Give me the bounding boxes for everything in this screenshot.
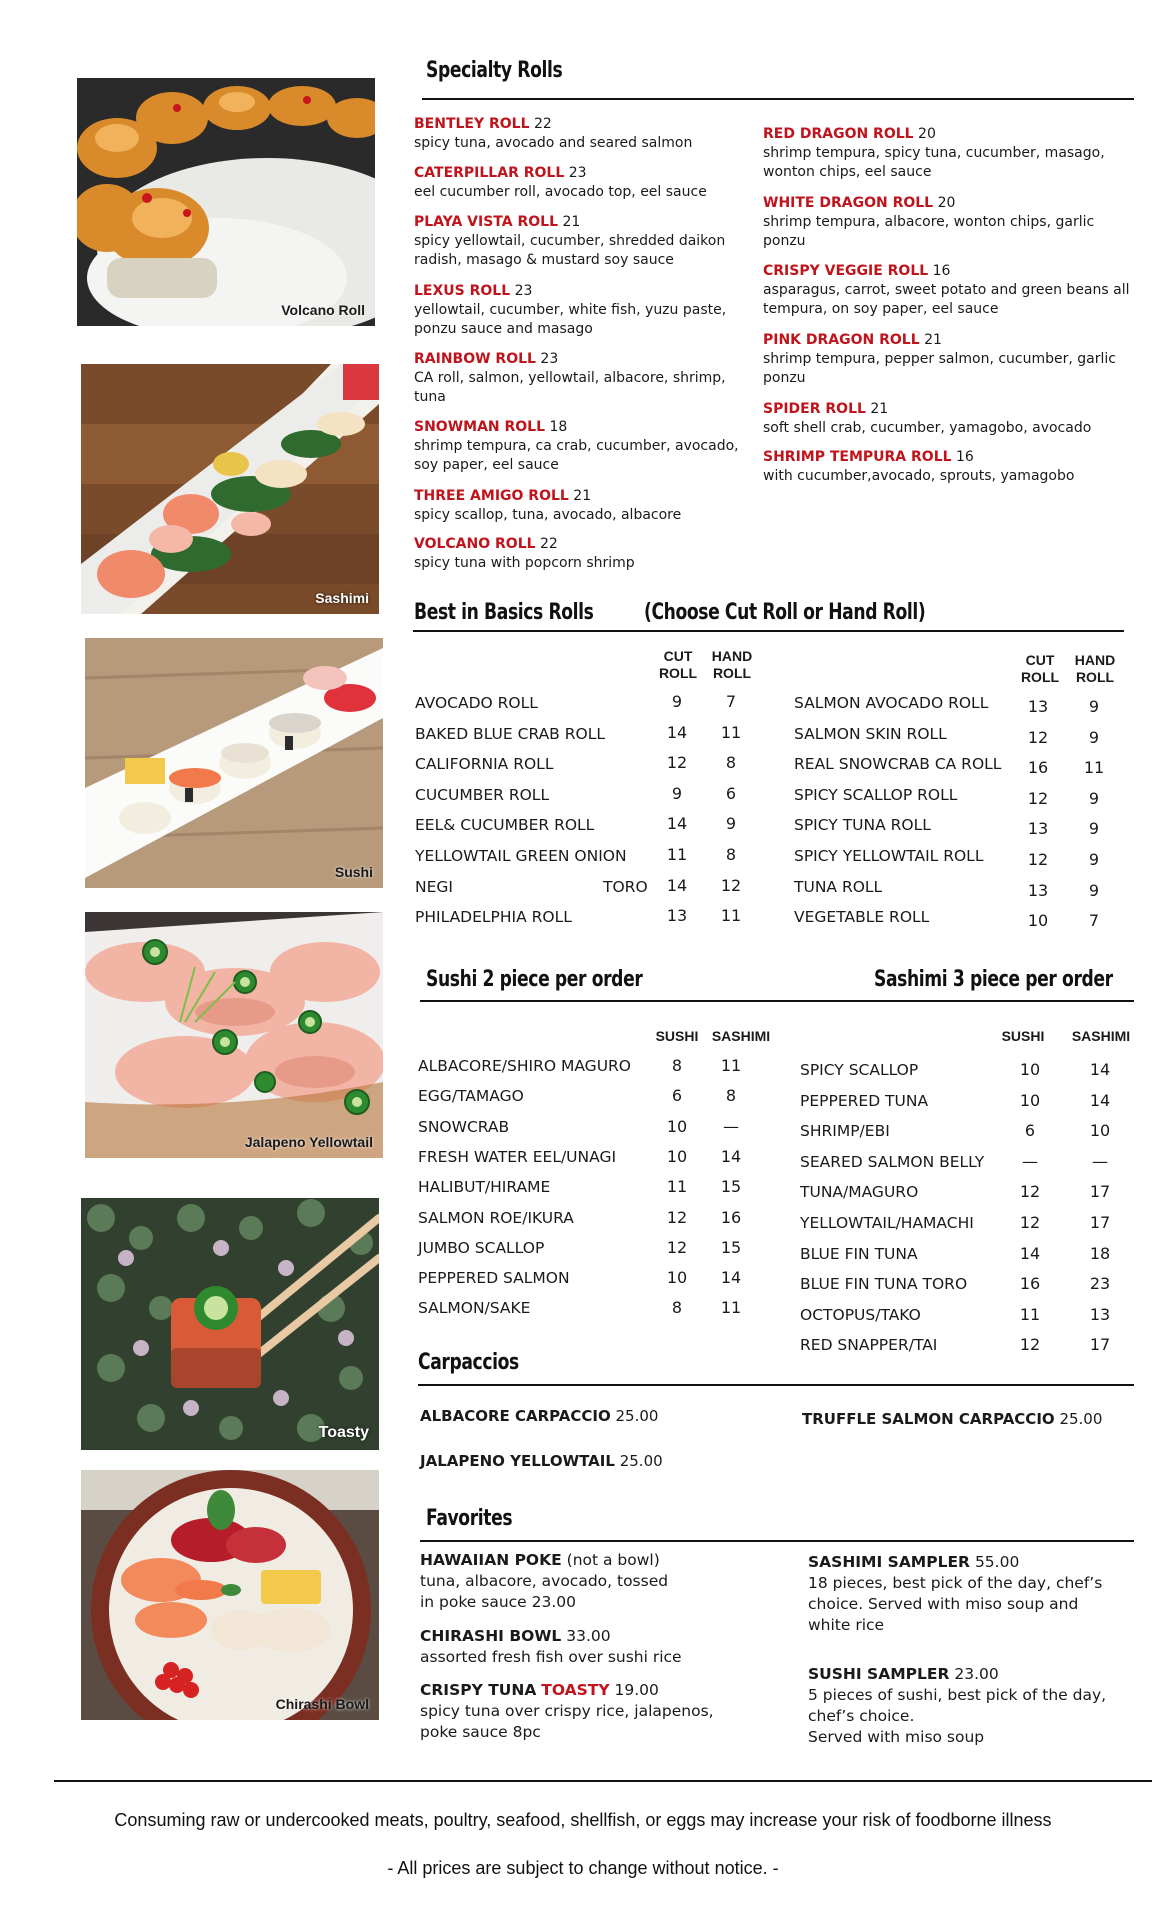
item-desc: choice. Served with miso soup and bbox=[808, 1595, 1079, 1613]
specialty-roll-item bbox=[763, 400, 1091, 438]
fish-name: SALMON ROE/IKURA bbox=[418, 1208, 574, 1227]
sashimi-price: 14 bbox=[720, 1268, 742, 1288]
fish-name: RED SNAPPER/TAI bbox=[800, 1336, 938, 1355]
roll-price: 23 bbox=[514, 283, 533, 299]
footer-rule bbox=[54, 1780, 1152, 1782]
cut-roll-price: 13 bbox=[666, 906, 688, 926]
roll-description: eel cucumber roll, avocado top, eel sauce bbox=[414, 184, 707, 200]
sashimi-price: — bbox=[1092, 1151, 1108, 1171]
roll-description: tempura, on soy paper, eel sauce bbox=[763, 301, 999, 317]
cut-roll-price: 13 bbox=[1027, 697, 1049, 716]
sashimi-price: 15 bbox=[720, 1177, 742, 1197]
basics-roll-name: SPICY YELLOWTAIL ROLL bbox=[794, 847, 984, 865]
cut-roll-price: 14 bbox=[666, 722, 688, 742]
sashimi-price: 10 bbox=[1089, 1121, 1111, 1141]
sushi-price: 8 bbox=[671, 1298, 683, 1318]
roll-name: PLAYA VISTA ROLL bbox=[414, 214, 559, 230]
roll-description: asparagus, carrot, sweet potato and green beans all bbox=[763, 282, 1130, 298]
item-name: JALAPENO YELLOWTAIL bbox=[420, 1452, 615, 1470]
roll-name: WHITE DRAGON ROLL bbox=[763, 195, 934, 211]
carpaccios-rule bbox=[418, 1384, 1134, 1386]
basics-subtitle: (Choose Cut Roll or Hand Roll) bbox=[644, 600, 926, 625]
item-desc: 5 pieces of sushi, best pick of the day, bbox=[808, 1686, 1107, 1704]
roll-price: 23 bbox=[540, 351, 559, 367]
fish-name: EGG/TAMAGO bbox=[418, 1087, 524, 1106]
item-name: SASHIMI SAMPLER bbox=[808, 1553, 970, 1571]
roll-description: soft shell crab, cucumber, yamagobo, avocado bbox=[763, 420, 1092, 436]
sashimi-price: 14 bbox=[1089, 1060, 1111, 1079]
roll-description: shrimp tempura, albacore, wonton chips, garlic bbox=[763, 214, 1095, 230]
roll-description: CA roll, salmon, yellowtail, albacore, shrimp, bbox=[414, 370, 726, 386]
favorites-rule bbox=[420, 1540, 1134, 1542]
specialty-roll-item bbox=[414, 535, 635, 573]
roll-price: 20 bbox=[937, 195, 956, 211]
roll-description: shrimp tempura, spicy tuna, cucumber, masago, bbox=[763, 145, 1105, 161]
sashimi-price: 8 bbox=[725, 1086, 737, 1106]
specialty-roll-item bbox=[414, 487, 681, 525]
specialty-roll-item bbox=[414, 350, 726, 407]
cut-roll-price: 13 bbox=[1027, 819, 1049, 839]
roll-description: spicy yellowtail, cucumber, shredded daikon bbox=[414, 233, 726, 249]
hand-roll-price: 9 bbox=[1088, 850, 1100, 869]
specialty-roll-item bbox=[414, 282, 726, 339]
specialty-roll-item bbox=[763, 194, 1094, 251]
basics-col-cut-left bbox=[652, 648, 704, 682]
sushi-price: 11 bbox=[666, 1177, 688, 1197]
basics-roll-name: CUCUMBER ROLL bbox=[415, 785, 550, 804]
cut-roll-price: 10 bbox=[1027, 911, 1049, 931]
roll-price: 22 bbox=[540, 536, 558, 552]
specialty-roll-item bbox=[414, 213, 725, 270]
roll-description: ponzu bbox=[763, 233, 806, 249]
roll-price: 18 bbox=[549, 419, 568, 435]
item-desc: Served with miso soup bbox=[808, 1728, 985, 1746]
sushi-price: 10 bbox=[666, 1116, 688, 1136]
roll-description: spicy tuna, avocado and seared salmon bbox=[414, 135, 693, 151]
hand-roll-price: 11 bbox=[720, 906, 742, 926]
sushi-price: 12 bbox=[1019, 1213, 1041, 1232]
photo-caption: Jalapeno Yellowtail bbox=[244, 1134, 373, 1150]
item-desc: 18 pieces, best pick of the day, chef’s bbox=[808, 1574, 1103, 1592]
sushi-price: 12 bbox=[666, 1237, 688, 1257]
basics-col-hand-left bbox=[704, 648, 760, 682]
sushi-price: 10 bbox=[666, 1268, 688, 1288]
sushi-price: 6 bbox=[671, 1086, 683, 1106]
col-header-line: ROLL bbox=[1075, 669, 1115, 685]
roll-price: 22 bbox=[533, 116, 552, 132]
cut-roll-price: 16 bbox=[1027, 758, 1049, 778]
basics-rule bbox=[413, 630, 1124, 632]
roll-price: 21 bbox=[870, 401, 889, 417]
sashimi-price: — bbox=[723, 1116, 739, 1136]
item-note: (not a bowl) bbox=[566, 1551, 660, 1569]
fish-name: SHRIMP/EBI bbox=[800, 1122, 890, 1141]
basics-roll-name: REAL SNOWCRAB CA ROLL bbox=[794, 755, 1002, 774]
sashimi-price: 15 bbox=[720, 1237, 742, 1257]
hand-roll-price: 9 bbox=[725, 814, 737, 834]
roll-description: yellowtail, cucumber, white fish, yuzu paste, bbox=[414, 302, 727, 318]
col-header-line: ROLL bbox=[712, 665, 752, 681]
hand-roll-price: 9 bbox=[1088, 727, 1100, 747]
cut-roll-price: 13 bbox=[1027, 880, 1049, 900]
hand-roll-price: 6 bbox=[725, 783, 737, 803]
fish-name: BLUE FIN TUNA TORO bbox=[800, 1275, 968, 1294]
specialty-roll-item bbox=[414, 164, 707, 202]
photo-caption: Toasty bbox=[318, 1424, 369, 1441]
basics-title: Best in Basics Rolls bbox=[414, 600, 594, 625]
photo-chirashi-bowl bbox=[81, 1470, 379, 1720]
roll-description: wonton chips, eel sauce bbox=[763, 164, 932, 180]
hand-roll-price: 9 bbox=[1088, 819, 1100, 839]
roll-price: 21 bbox=[924, 332, 942, 348]
sushi-price: 11 bbox=[1019, 1304, 1041, 1324]
roll-description: with cucumber,avocado, sprouts, yamagobo bbox=[763, 468, 1075, 484]
roll-description: radish, masago & mustard soy sauce bbox=[414, 252, 674, 268]
item-name: TRUFFLE SALMON CARPACCIO bbox=[802, 1410, 1055, 1428]
carpaccio-truffle-salmon bbox=[802, 1409, 1102, 1430]
photo-jalapeno-yellowtail bbox=[85, 912, 383, 1158]
cut-roll-price: 12 bbox=[1027, 788, 1049, 808]
hand-roll-price: 8 bbox=[725, 845, 737, 864]
basics-roll-name: SALMON AVOCADO ROLL bbox=[794, 694, 989, 712]
hand-roll-price: 8 bbox=[725, 753, 737, 773]
cut-roll-price: 14 bbox=[666, 875, 688, 895]
sashimi-price: 23 bbox=[1089, 1274, 1111, 1294]
col-header-line: CUT bbox=[663, 648, 693, 664]
sushi-price: 10 bbox=[666, 1146, 688, 1166]
photo-caption: Volcano Roll bbox=[281, 302, 365, 318]
roll-description: tuna bbox=[414, 389, 446, 405]
sashimi-price: 17 bbox=[1089, 1213, 1111, 1232]
item-name: CHIRASHI BOWL bbox=[420, 1627, 562, 1645]
hand-roll-price: 9 bbox=[1088, 788, 1100, 808]
roll-name: SNOWMAN ROLL bbox=[414, 419, 546, 435]
specialty-rule bbox=[422, 98, 1134, 100]
hand-roll-price: 11 bbox=[1083, 758, 1105, 778]
sushi-price: 16 bbox=[1019, 1274, 1041, 1294]
favorite-chirashi-bowl bbox=[420, 1626, 682, 1668]
sashimi-price: 17 bbox=[1089, 1335, 1111, 1355]
cut-roll-price: 9 bbox=[671, 692, 683, 711]
cut-roll-price: 12 bbox=[666, 753, 688, 773]
roll-name: BENTLEY ROLL bbox=[414, 116, 530, 132]
roll-description: spicy tuna with popcorn shrimp bbox=[414, 555, 635, 571]
roll-description: ponzu bbox=[763, 370, 806, 386]
sushi-price: 12 bbox=[666, 1207, 688, 1227]
hand-roll-price: 11 bbox=[720, 722, 742, 742]
specialty-roll-item bbox=[763, 262, 1129, 319]
sushi-price: 8 bbox=[671, 1056, 683, 1075]
basics-roll-name: TUNA ROLL bbox=[794, 877, 883, 896]
photo-caption: Sushi bbox=[334, 864, 373, 880]
favorite-sashimi-sampler bbox=[808, 1552, 1102, 1636]
sashimi-price: 18 bbox=[1089, 1243, 1111, 1263]
specialty-rolls-title: Specialty Rolls bbox=[426, 58, 563, 83]
hand-roll-price: 12 bbox=[720, 875, 742, 895]
roll-name: CATERPILLAR ROLL bbox=[414, 165, 565, 181]
roll-name: RAINBOW ROLL bbox=[414, 351, 536, 367]
col-header-line: HAND bbox=[1074, 652, 1116, 668]
roll-description: spicy scallop, tuna, avocado, albacore bbox=[414, 507, 682, 523]
fish-name: ALBACORE/SHIRO MAGURO bbox=[418, 1057, 632, 1075]
fish-name: SEARED SALMON BELLY bbox=[800, 1152, 985, 1171]
sashimi-title: Sashimi 3 piece per order bbox=[874, 967, 1113, 992]
roll-name: THREE AMIGO ROLL bbox=[414, 488, 569, 504]
favorite-crispy-tuna bbox=[420, 1680, 714, 1743]
carpaccio-jalapeno-yellowtail bbox=[420, 1451, 663, 1472]
cut-roll-price: 12 bbox=[1027, 727, 1049, 747]
basics-roll-name: SALMON SKIN ROLL bbox=[794, 724, 947, 743]
roll-price: 16 bbox=[932, 263, 951, 279]
sashimi-price: 14 bbox=[720, 1146, 742, 1166]
photo-caption: Chirashi Bowl bbox=[275, 1696, 369, 1712]
roll-name: CRISPY VEGGIE ROLL bbox=[763, 263, 929, 279]
roll-name: SHRIMP TEMPURA ROLL bbox=[763, 449, 952, 465]
item-price: 25.00 bbox=[619, 1452, 663, 1470]
fish-name: SALMON/SAKE bbox=[418, 1299, 531, 1318]
roll-name: LEXUS ROLL bbox=[414, 283, 511, 299]
specialty-roll-item bbox=[414, 115, 692, 153]
favorite-sushi-sampler bbox=[808, 1664, 1106, 1748]
col-header-line: ROLL bbox=[658, 665, 698, 681]
col-header-line: HAND bbox=[711, 648, 753, 664]
carpaccio-albacore bbox=[420, 1406, 658, 1427]
hand-roll-price: 7 bbox=[725, 692, 737, 711]
sashimi-price: 11 bbox=[720, 1298, 742, 1318]
basics-col-hand-right bbox=[1066, 652, 1124, 686]
sashimi-price: 13 bbox=[1089, 1304, 1111, 1324]
sushi-col-left: SUSHI bbox=[655, 1028, 699, 1044]
basics-roll-name: PHILADELPHIA ROLL bbox=[415, 908, 572, 927]
sashimi-price: 14 bbox=[1089, 1090, 1111, 1110]
fish-name: JUMBO SCALLOP bbox=[418, 1238, 545, 1257]
photo-sashimi bbox=[81, 364, 379, 614]
item-name: ALBACORE CARPACCIO bbox=[420, 1407, 611, 1425]
cut-roll-price: 9 bbox=[671, 783, 683, 803]
fish-name: FRESH WATER EEL/UNAGI bbox=[418, 1147, 617, 1166]
sashimi-col-right: SASHIMI bbox=[1071, 1028, 1131, 1044]
fish-name: YELLOWTAIL/HAMACHI bbox=[800, 1214, 974, 1232]
fish-name: HALIBUT/HIRAME bbox=[418, 1178, 551, 1197]
sushi-price: — bbox=[1022, 1151, 1038, 1171]
basics-roll-name: BAKED BLUE CRAB ROLL bbox=[415, 724, 605, 743]
photo-toasty bbox=[81, 1198, 379, 1450]
col-header-line: CUT bbox=[1025, 652, 1055, 668]
col-header-line: ROLL bbox=[1020, 669, 1060, 685]
item-desc: tuna, albacore, avocado, tossed bbox=[420, 1572, 669, 1590]
roll-description: soy paper, eel sauce bbox=[414, 457, 559, 473]
item-price: 25.00 bbox=[615, 1407, 659, 1425]
photo-sushi bbox=[85, 638, 383, 888]
roll-name: PINK DRAGON ROLL bbox=[763, 332, 920, 348]
roll-name: VOLCANO ROLL bbox=[414, 536, 536, 552]
roll-name: SPIDER ROLL bbox=[763, 401, 866, 417]
item-price: 25.00 bbox=[1059, 1410, 1103, 1428]
cut-roll-price: 12 bbox=[1027, 850, 1049, 869]
sushi-price: 12 bbox=[1019, 1335, 1041, 1355]
sushi-price: 10 bbox=[1019, 1090, 1041, 1110]
roll-description: shrimp tempura, ca crab, cucumber, avocado, bbox=[414, 438, 739, 454]
item-name: HAWAIIAN POKE bbox=[420, 1551, 562, 1569]
sashimi-price: 16 bbox=[720, 1207, 742, 1227]
item-price: 23.00 bbox=[954, 1665, 999, 1683]
cut-roll-price: 11 bbox=[666, 845, 688, 864]
basics-roll-name: SPICY SCALLOP ROLL bbox=[794, 785, 958, 804]
sashimi-price: 11 bbox=[720, 1056, 742, 1075]
item-highlight: TOASTY bbox=[541, 1681, 610, 1699]
roll-price: 20 bbox=[918, 126, 936, 142]
specialty-roll-item bbox=[763, 448, 1074, 486]
basics-roll-name: SPICY TUNA ROLL bbox=[794, 816, 931, 835]
item-desc: white rice bbox=[808, 1616, 885, 1634]
sushi-price: 6 bbox=[1024, 1121, 1036, 1141]
sushi-col-right: SUSHI bbox=[1001, 1028, 1045, 1044]
cut-roll-price: 14 bbox=[666, 814, 688, 834]
sushi-price: 12 bbox=[1019, 1182, 1041, 1202]
sushi-price: 10 bbox=[1019, 1060, 1041, 1079]
fish-name: PEPPERED TUNA bbox=[800, 1091, 929, 1110]
basics-roll-name: AVOCADO ROLL bbox=[415, 694, 538, 712]
favorite-hawaiian-poke bbox=[420, 1550, 668, 1613]
fish-name: PEPPERED SALMON bbox=[418, 1269, 570, 1288]
roll-price: 23 bbox=[568, 165, 587, 181]
item-price: 55.00 bbox=[974, 1553, 1020, 1571]
fish-name: BLUE FIN TUNA bbox=[800, 1244, 918, 1263]
fish-name: SNOWCRAB bbox=[418, 1117, 510, 1136]
roll-price: 21 bbox=[562, 214, 581, 230]
item-price: 33.00 bbox=[566, 1627, 611, 1645]
specialty-roll-item bbox=[763, 125, 1105, 182]
item-price: 19.00 bbox=[614, 1681, 659, 1699]
favorites-title: Favorites bbox=[426, 1506, 513, 1531]
fish-name: SPICY SCALLOP bbox=[800, 1061, 919, 1079]
item-name: SUSHI SAMPLER bbox=[808, 1665, 950, 1683]
roll-price: 16 bbox=[956, 449, 974, 465]
price-notice: - All prices are subject to change without notice. - bbox=[387, 1858, 779, 1878]
sushi-rule bbox=[420, 1000, 1134, 1002]
basics-roll-name: EEL& CUCUMBER ROLL bbox=[415, 816, 595, 835]
specialty-roll-item bbox=[414, 418, 739, 475]
sashimi-price: 17 bbox=[1089, 1182, 1111, 1202]
basics-roll-extra: TORO bbox=[603, 877, 648, 896]
item-desc: chef’s choice. bbox=[808, 1707, 915, 1725]
fish-name: TUNA/MAGURO bbox=[800, 1183, 919, 1202]
basics-roll-name: CALIFORNIA ROLL bbox=[415, 755, 554, 774]
basics-roll-name: YELLOWTAIL GREEN ONION bbox=[415, 847, 627, 865]
roll-name: RED DRAGON ROLL bbox=[763, 126, 914, 142]
photo-caption: Sashimi bbox=[315, 590, 369, 606]
basics-roll-name: NEGI bbox=[415, 877, 453, 896]
food-safety-warning: Consuming raw or undercooked meats, poultry, seafood, shellfish, or eggs may increase your risk of foodborne illness bbox=[114, 1810, 1052, 1830]
item-desc: spicy tuna over crispy rice, jalapenos, bbox=[420, 1702, 714, 1720]
roll-description: shrimp tempura, pepper salmon, cucumber, garlic bbox=[763, 351, 1116, 367]
roll-description: ponzu sauce and masago bbox=[414, 321, 593, 337]
basics-col-cut-right bbox=[1014, 652, 1066, 686]
fish-name: OCTOPUS/TAKO bbox=[800, 1305, 921, 1324]
sushi-title: Sushi 2 piece per order bbox=[426, 967, 643, 992]
hand-roll-price: 9 bbox=[1088, 697, 1100, 716]
roll-price: 21 bbox=[573, 488, 592, 504]
carpaccios-title: Carpaccios bbox=[418, 1350, 519, 1375]
specialty-roll-item bbox=[763, 331, 1116, 388]
hand-roll-price: 9 bbox=[1088, 880, 1100, 900]
basics-roll-name: VEGETABLE ROLL bbox=[794, 908, 930, 927]
hand-roll-price: 7 bbox=[1088, 911, 1100, 931]
sashimi-col-left: SASHIMI bbox=[711, 1028, 771, 1044]
sushi-price: 14 bbox=[1019, 1243, 1041, 1263]
item-desc: poke sauce 8pc bbox=[420, 1723, 541, 1741]
photo-volcano-roll bbox=[77, 78, 375, 326]
item-desc: assorted fresh fish over sushi rice bbox=[420, 1648, 682, 1666]
item-desc: in poke sauce 23.00 bbox=[420, 1593, 577, 1611]
item-name: CRISPY TUNA bbox=[420, 1681, 537, 1699]
